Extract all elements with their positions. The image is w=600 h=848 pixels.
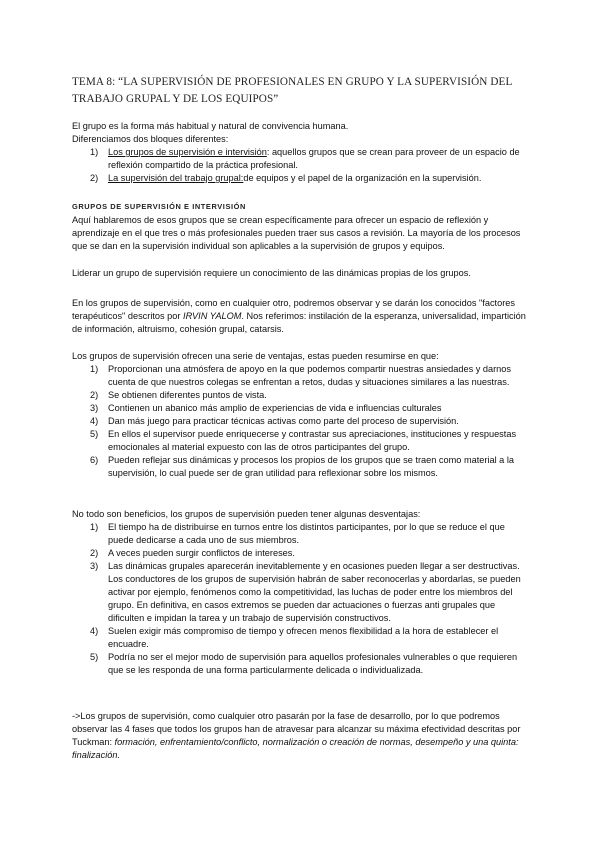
list-item [72,625,532,651]
document-title: TEMA 8: “LA SUPERVISIÓN DE PROFESIONALES EN GRUPO Y LA SUPERVISIÓN DEL TRABAJO GRUPAL Y DE LOS EQUIPOS” [72,76,512,105]
list-item-text: Contienen un abanico más amplio de experiencias de vida e influencias culturales [108,403,442,413]
list-number: 3) [90,561,99,571]
list-item-text: Proporcionan una atmósfera de apoyo en la que podemos compartir nuestras ansiedades y darnos cuenta de que nuestros colegas se enfrentan a retos, dudas y situaciones similares a las nuestras. [108,364,511,387]
closing-paragraph [72,710,532,762]
list-item [72,172,532,185]
paragraph-yalom-text: En los grupos de supervisión, como en cualquier otro, podremos observar y se darán los conocidos "factores terapéuticos" descritos por [72,298,515,321]
advantages-block [72,350,532,480]
list-number: 4) [90,626,99,636]
list-item [72,402,532,415]
list-item-text: Dan más juego para practicar técnicas activas como parte del proceso de supervisión. [108,416,459,426]
list-item [72,389,532,402]
list-number: 2) [90,548,99,558]
list-number: 2) [90,173,99,183]
list-number: 4) [90,416,99,426]
disadvantages-list [72,521,532,677]
list-item [72,521,532,547]
list-item [72,454,532,480]
list-item [72,146,532,172]
list-item-text: de equipos y el papel de la organización en la supervisión. [243,173,482,183]
list-number: 3) [90,403,99,413]
intro-block [72,120,532,185]
list-item-text: Se obtienen diferentes puntos de vista. [108,390,267,400]
list-number: 1) [90,147,99,157]
section-heading: GRUPOS DE SUPERVISIÓN E INTERVISIÓN [72,202,246,211]
list-item-text: : aquellos grupos que se crean para proveer de un espacio de reflexión compartido de la práctica profesional. [108,147,520,170]
list-item-term: Los grupos de supervisión e intervisión [108,147,267,157]
list-item [72,547,532,560]
list-item [72,363,532,389]
author-name: IRVIN YALOM [183,311,242,321]
paragraph-1: Aquí hablaremos de esos grupos que se crean específicamente para ofrecer un espacio de reflexión y aprendizaje en el que tres o más profesionales pueden traer sus casos a revisión. La mayoría de los procesos que se dan en la supervisión individual son aplicables a la supervisión de grupos y equipos. [72,215,521,251]
advantages-intro: Los grupos de supervisión ofrecen una serie de ventajas, estas pueden resumirse en que: [72,351,439,361]
list-item [72,651,532,677]
list-item-text: Pueden reflejar sus dinámicas y procesos los propios de los grupos que se traen como material a la supervisión, lo cual puede ser de gran utilidad para reflexionar sobre los mismos. [108,455,514,478]
list-number: 5) [90,652,99,662]
list-item [72,428,532,454]
disadvantages-block [72,508,532,677]
paragraph-2: Liderar un grupo de supervisión requiere un conocimiento de las dinámicas propias de los grupos. [72,268,471,278]
closing-text: ->Los grupos de supervisión, como cualquier otro pasarán por la fase de desarrollo, por lo que podremos observar las 4 fases que todos los grupos han de atravesar para alcanzar su máxima efectividad descritas por Tuckman: [72,711,521,747]
tuckman-phases: formación, enfrentamiento/conflicto, normalización o creación de normas, desempeño y una quinta: finalización. [72,737,519,760]
list-number: 6) [90,455,99,465]
list-item [72,415,532,428]
paragraph-yalom-text-2: . Nos referimos: instilación de la esperanza, universalidad, impartición de información, altruismo, cohesión grupal, catarsis. [72,311,526,334]
list-item-text: En ellos el supervisor puede enriquecerse y contrastar sus apreciaciones, instituciones y respuestas emocionales al material expuesto con las de otros participantes del grupo. [108,429,517,452]
list-number: 1) [90,364,99,374]
list-item-text: El tiempo ha de distribuirse en turnos entre los distintos participantes, por lo que se reduce el que puede dedicarse a cada uno de sus miembros. [108,522,505,545]
blocks-list [72,146,532,185]
list-item-text: Las dinámicas grupales aparecerán inevitablemente y en ocasiones pueden llegar a ser destructivas. Los conductores de los grupos de supervisión habrán de saber reconocerlas y abordarlas, se pueden activar por ejemplo, fenómenos como la competitividad, las luchas de poder entre los miembros del grupo. En definitiva, en casos extremos se pueden dar actuaciones o fuerzas anti grupales que dificulten e impidan la tarea y un trabajo de supervisión constructivos. [108,561,521,623]
intro-line-1: El grupo es la forma más habitual y natural de convivencia humana. [72,121,349,131]
paragraph-yalom [72,297,532,336]
list-item-text: A veces pueden surgir conflictos de intereses. [108,548,295,558]
intro-line-2: Diferenciamos dos bloques diferentes: [72,134,229,144]
list-number: 2) [90,390,99,400]
list-item [72,560,532,625]
list-item-term: La supervisión del trabajo grupal: [108,173,244,183]
list-number: 1) [90,522,99,532]
advantages-list [72,363,532,480]
list-item-text: Suelen exigir más compromiso de tiempo y ofrecen menos flexibilidad a la hora de establecer el encuadre. [108,626,499,649]
list-item-text: Podría no ser el mejor modo de supervisión para aquellos profesionales vulnerables o que requieren que se les responda de una forma particularmente delicada o individualizada. [108,652,518,675]
disadvantages-intro: No todo son beneficios, los grupos de supervisión pueden tener algunas desventajas: [72,509,421,519]
list-number: 5) [90,429,99,439]
